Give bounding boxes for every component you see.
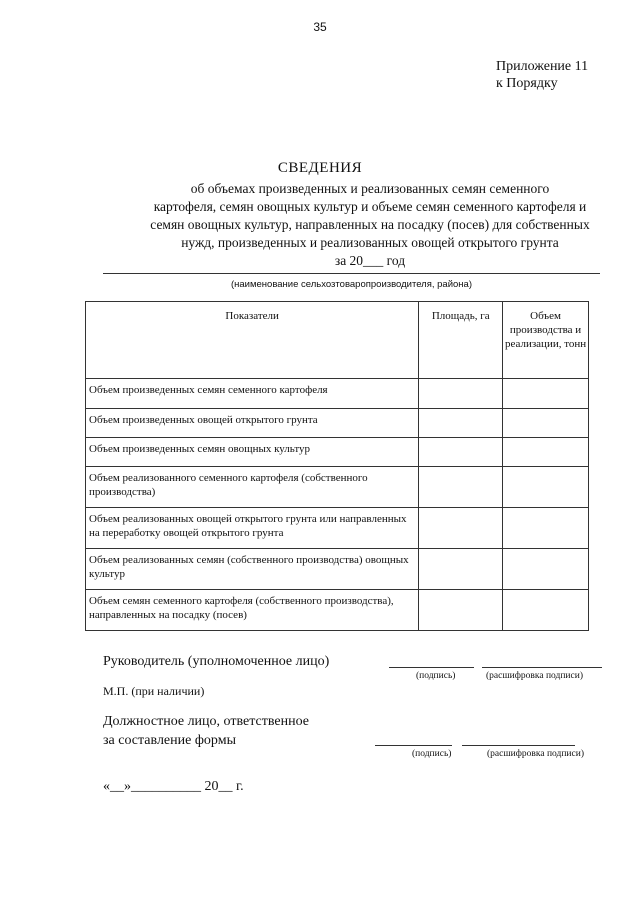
indicator-cell: Объем семян семенного картофеля (собственного производства), направленных на посадку (посев) [86, 590, 419, 631]
indicator-cell: Объем реализованных семян (собственного производства) овощных культур [86, 549, 419, 590]
table-row [86, 549, 589, 590]
volume-cell[interactable] [503, 467, 589, 508]
subtitle-line: об объемах произведенных и реализованных семян семенного [190, 181, 550, 196]
subtitle-line: семян овощных культур, направленных на посадку (посев) для собственных [150, 217, 590, 232]
head-label: Руководитель (уполномоченное лицо) [103, 654, 330, 669]
indicator-cell: Объем произведенных овощей открытого грунта [86, 409, 419, 438]
volume-cell[interactable] [503, 409, 589, 438]
official-label-line-1: Должностное лицо, ответственное [103, 714, 309, 729]
subtitle-line: нужд, произведенных и реализованных овощей открытого грунта [181, 235, 559, 250]
official-signature-line[interactable] [375, 745, 452, 746]
stamp-label: М.П. (при наличии) [103, 684, 205, 698]
subtitle-line: картофеля, семян овощных культур и объеме семян семенного картофеля и [153, 199, 587, 214]
indicators-table [85, 301, 589, 631]
appendix-reference [496, 58, 588, 92]
date-field[interactable]: «__»__________ 20__ г. [103, 779, 244, 794]
area-cell[interactable] [419, 409, 503, 438]
head-signature-caption: (подпись) [416, 671, 456, 681]
report-year-line: за 20___ год [334, 253, 406, 268]
volume-cell[interactable] [503, 590, 589, 631]
document-subtitle [90, 180, 640, 270]
indicator-cell: Объем произведенных семян овощных культур [86, 438, 419, 467]
official-decoding-line[interactable] [462, 745, 575, 746]
table-header-row [86, 302, 589, 379]
table-row [86, 590, 589, 631]
head-decoding-caption: (расшифровка подписи) [486, 671, 583, 681]
header-volume: Объем производства и реализации, тонн [503, 302, 589, 379]
table-row [86, 508, 589, 549]
table-row [86, 467, 589, 508]
area-cell[interactable] [419, 438, 503, 467]
organization-name-caption: (наименование сельхозтоваропроизводителя, района) [230, 279, 473, 290]
table-row [86, 438, 589, 467]
organization-name-line [103, 273, 600, 274]
area-cell[interactable] [419, 549, 503, 590]
head-signature-line[interactable] [389, 667, 474, 668]
volume-cell[interactable] [503, 438, 589, 467]
volume-cell[interactable] [503, 379, 589, 409]
appendix-line-1: Приложение 11 [496, 59, 589, 74]
document-title: СВЕДЕНИЯ [277, 160, 363, 176]
volume-cell[interactable] [503, 549, 589, 590]
indicator-cell: Объем реализованных овощей открытого грунта или направленных на переработку овощей открытого грунта [86, 508, 419, 549]
header-area: Площадь, га [419, 302, 503, 379]
official-signature-caption: (подпись) [412, 749, 452, 759]
indicator-cell: Объем реализованного семенного картофеля (собственного производства) [86, 467, 419, 508]
area-cell[interactable] [419, 590, 503, 631]
table-row [86, 409, 589, 438]
head-decoding-line[interactable] [482, 667, 602, 668]
table-row [86, 379, 589, 409]
official-label-line-2: за составление формы [103, 733, 236, 748]
page-number: 35 [313, 20, 327, 34]
area-cell[interactable] [419, 467, 503, 508]
appendix-line-2: к Порядку [496, 76, 558, 91]
volume-cell[interactable] [503, 508, 589, 549]
indicator-cell: Объем произведенных семян семенного картофеля [86, 379, 419, 409]
official-decoding-caption: (расшифровка подписи) [487, 749, 584, 759]
header-indicators: Показатели [86, 302, 419, 379]
area-cell[interactable] [419, 508, 503, 549]
area-cell[interactable] [419, 379, 503, 409]
